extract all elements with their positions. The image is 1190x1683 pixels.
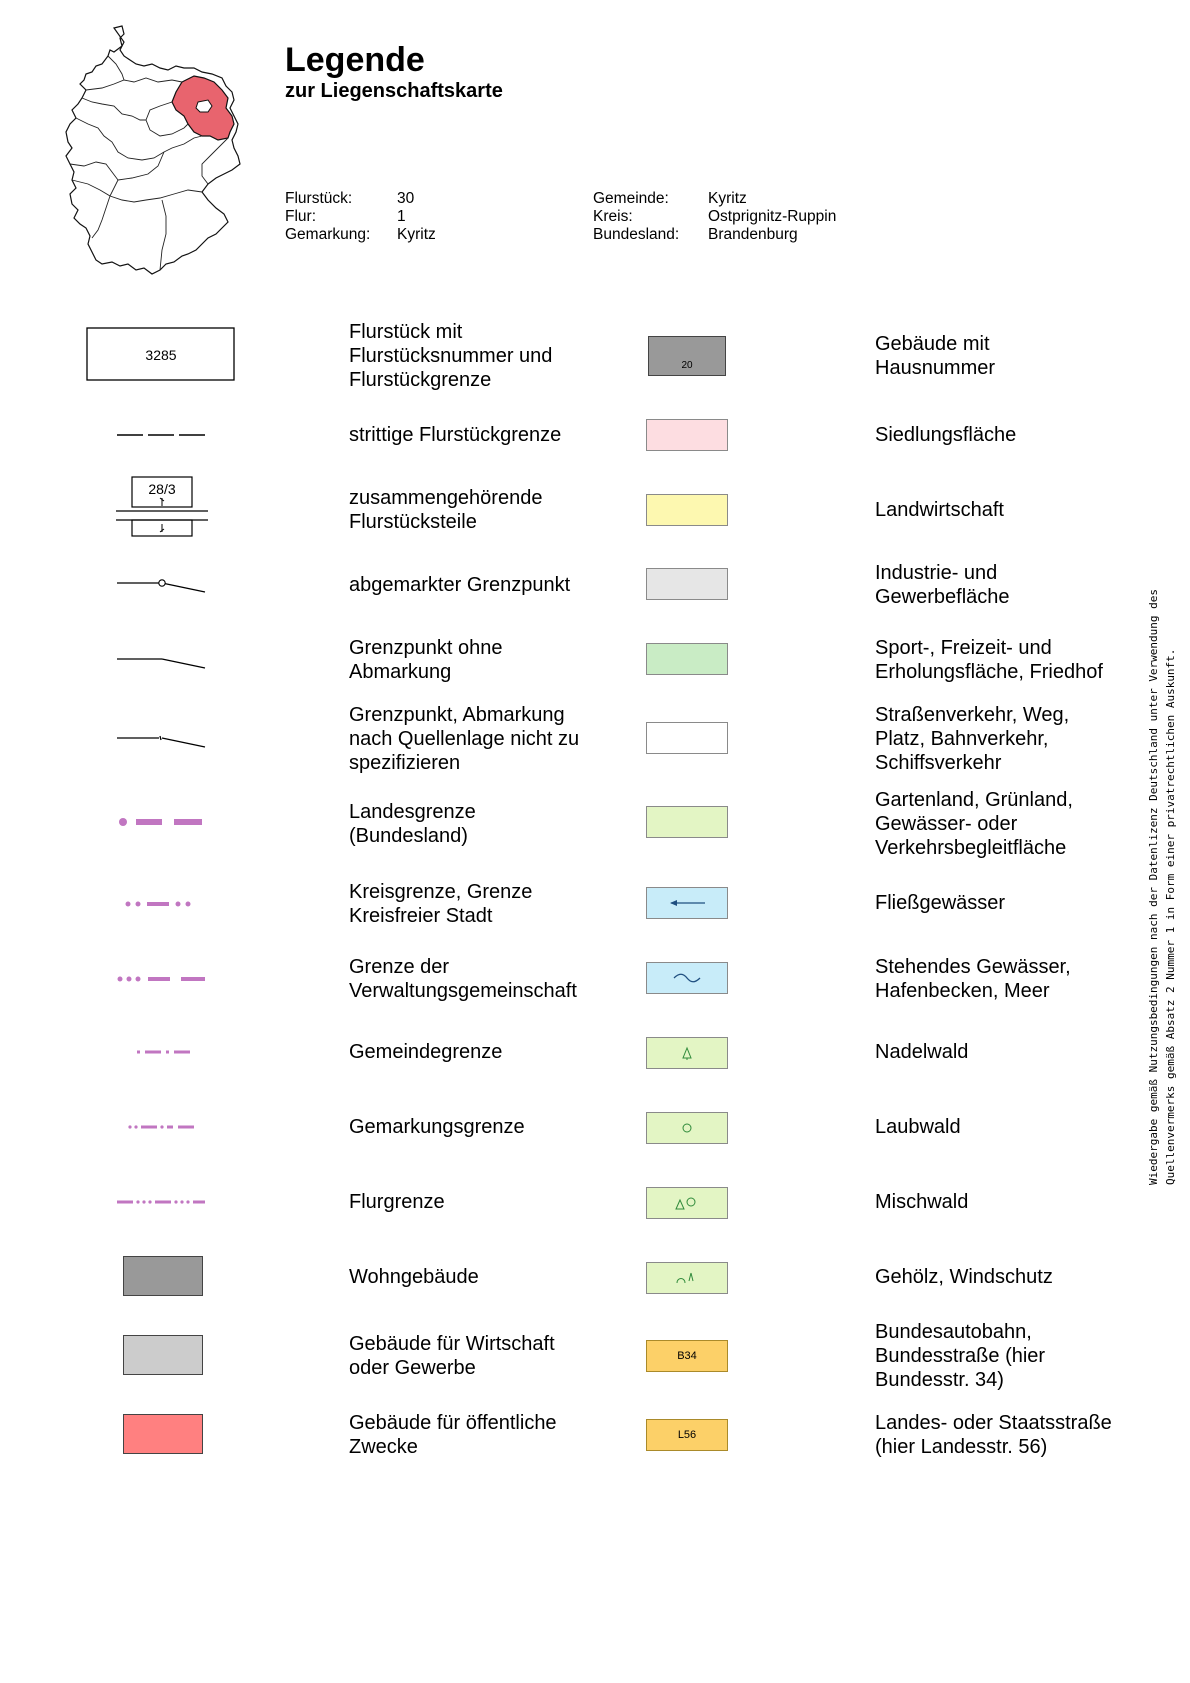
info-value: 30 <box>397 190 415 207</box>
legend-label-marked-point: abgemarkter Grenzpunkt <box>349 574 571 596</box>
info-label: Kreis: <box>593 208 633 225</box>
coniferous-forest-swatch <box>646 1037 728 1069</box>
legend-label-mixed-forest: Mischwald <box>875 1191 969 1213</box>
agriculture-swatch <box>646 494 728 526</box>
federal-road-swatch <box>646 1340 728 1372</box>
page-subtitle: zur Liegenschaftskarte <box>285 80 503 102</box>
info-row-gemeinde <box>593 190 836 208</box>
legend-label-traffic: Straßenverkehr, Weg, Platz, Bahnverkehr, Schiffsverkehr <box>875 704 1070 774</box>
legend-label-state-road: Landes- oder Staatsstraße (hier Landesstr. 56) <box>875 1412 1112 1458</box>
deciduous-forest-swatch <box>646 1112 728 1144</box>
info-row-flur <box>285 208 436 226</box>
shrubbery-swatch <box>646 1262 728 1294</box>
legend-label-municipality-border: Gemeindegrenze <box>349 1041 503 1063</box>
legend-label-industrial: Industrie- und Gewerbefläche <box>875 562 1010 608</box>
wave-icon <box>672 972 702 984</box>
info-value: Brandenburg <box>708 226 798 243</box>
house-number-text: 20 <box>681 359 693 371</box>
state-road-swatch <box>646 1419 728 1451</box>
info-label: Flur: <box>285 208 316 225</box>
info-row-gemarkung <box>285 226 436 244</box>
legend-label-unspecified-point: Grenzpunkt, Abmarkung nach Quellenlage nicht zu spezifizieren <box>349 704 580 774</box>
marked-boundary-point-symbol <box>117 578 207 596</box>
legend-label-flowing-water: Fließgewässer <box>875 892 1006 914</box>
info-value: Kyritz <box>708 190 747 207</box>
legend-label-standing-water: Stehendes Gewässer, Hafenbecken, Meer <box>875 956 1071 1002</box>
admin-info <box>593 190 836 244</box>
commercial-building-swatch <box>123 1335 203 1375</box>
mixed-forest-icon <box>675 1196 699 1210</box>
public-building-swatch <box>123 1414 203 1454</box>
parcel-box-symbol <box>86 327 236 383</box>
legend-label-cadastral-district-border: Gemarkungsgrenze <box>349 1116 525 1138</box>
info-value: Ostprignitz-Ruppin <box>708 208 837 225</box>
conifer-icon <box>681 1046 693 1060</box>
parcel-info <box>285 190 436 244</box>
traffic-area-swatch <box>646 722 728 754</box>
legend-label-recreation: Sport-, Freizeit- und Erholungsfläche, Friedhof <box>875 637 1103 683</box>
municipality-border-symbol <box>137 1048 193 1056</box>
disputed-boundary-symbol <box>117 432 207 438</box>
district-border-symbol <box>125 899 205 909</box>
corridor-border-symbol <box>117 1198 209 1206</box>
shrub-icon <box>675 1271 699 1285</box>
info-value: Kyritz <box>397 226 436 243</box>
settlement-area-swatch <box>646 419 728 451</box>
usage-notice: Wiedergabe gemäß Nutzungsbedingungen nach der Datenlizenz Deutschland unter Verwendung des Quellenvermerks gemäß Absatz 2 Nummer 1 in Form einer privatrechtlichen Auskunft. <box>1147 588 1177 1185</box>
state-road-number: L56 <box>677 1429 697 1441</box>
legend-label-residential-building: Wohngebäude <box>349 1266 479 1288</box>
legend-label-coniferous: Nadelwald <box>875 1041 969 1063</box>
legend-label-deciduous: Laubwald <box>875 1116 961 1138</box>
legend-label-joined-parcel: zusammengehörende Flurstücksteile <box>349 487 543 533</box>
info-label: Gemarkung: <box>285 226 371 243</box>
legend-label-garden: Gartenland, Grünland, Gewässer- oder Verkehrsbegleitfläche <box>875 789 1073 859</box>
info-label: Flurstück: <box>285 190 353 207</box>
germany-outline <box>66 26 240 274</box>
parcel-number-text: 3285 <box>145 347 177 363</box>
info-row-kreis <box>593 208 836 226</box>
legend-label-building-number: Gebäude mit Hausnummer <box>875 333 996 379</box>
admin-union-border-symbol <box>117 974 209 984</box>
building-number-swatch <box>648 336 726 376</box>
page-title: Legende <box>285 41 425 79</box>
legend-label-state-border: Landesgrenze (Bundesland) <box>349 801 476 847</box>
legend-label-unmarked-point: Grenzpunkt ohne Abmarkung <box>349 637 503 683</box>
legend-label-commercial-building: Gebäude für Wirtschaft oder Gewerbe <box>349 1333 555 1379</box>
legend-label-settlement: Siedlungsfläche <box>875 424 1017 446</box>
legend-label-corridor-border: Flurgrenze <box>349 1191 445 1213</box>
industrial-area-swatch <box>646 568 728 600</box>
info-label: Gemeinde: <box>593 190 669 207</box>
unmarked-boundary-point-symbol <box>117 654 207 672</box>
legend-label-admin-union-border: Grenze der Verwaltungsgemeinschaft <box>349 956 577 1002</box>
flow-arrow-icon <box>667 898 707 908</box>
legend-label-disputed-boundary: strittige Flurstückgrenze <box>349 424 562 446</box>
legend-label-parcel: Flurstück mit Flurstücksnummer und Flurstückgrenze <box>349 321 553 391</box>
legend-label-shrubbery: Gehölz, Windschutz <box>875 1266 1053 1288</box>
mixed-forest-swatch <box>646 1187 728 1219</box>
unspecified-boundary-point-symbol <box>117 733 207 751</box>
info-value: 1 <box>397 208 406 225</box>
info-row-bundesland <box>593 226 836 244</box>
state-border-symbol <box>118 816 208 828</box>
flowing-water-swatch <box>646 887 728 919</box>
deciduous-tree-icon <box>681 1122 693 1134</box>
parcel-box-svg <box>86 327 236 383</box>
garden-area-swatch <box>646 806 728 838</box>
info-row-flurstueck <box>285 190 436 208</box>
joined-parcel-number-text: 28/3 <box>148 481 176 497</box>
cadastral-district-border-symbol <box>128 1123 198 1131</box>
legend-label-public-building: Gebäude für öffentliche Zwecke <box>349 1412 557 1458</box>
germany-locator-map <box>62 24 262 286</box>
residential-building-swatch <box>123 1256 203 1296</box>
germany-map-svg <box>62 24 262 286</box>
legend-label-federal-road: Bundesautobahn, Bundesstraße (hier Bundesstr. 34) <box>875 1321 1046 1391</box>
recreation-area-swatch <box>646 643 728 675</box>
legend-label-agriculture: Landwirtschaft <box>875 499 1004 521</box>
berlin-region <box>196 100 212 112</box>
standing-water-swatch <box>646 962 728 994</box>
joined-parcel-symbol <box>116 476 208 540</box>
legend-label-district-border: Kreisgrenze, Grenze Kreisfreier Stadt <box>349 881 533 927</box>
info-label: Bundesland: <box>593 226 680 243</box>
federal-road-number: B34 <box>677 1350 697 1362</box>
